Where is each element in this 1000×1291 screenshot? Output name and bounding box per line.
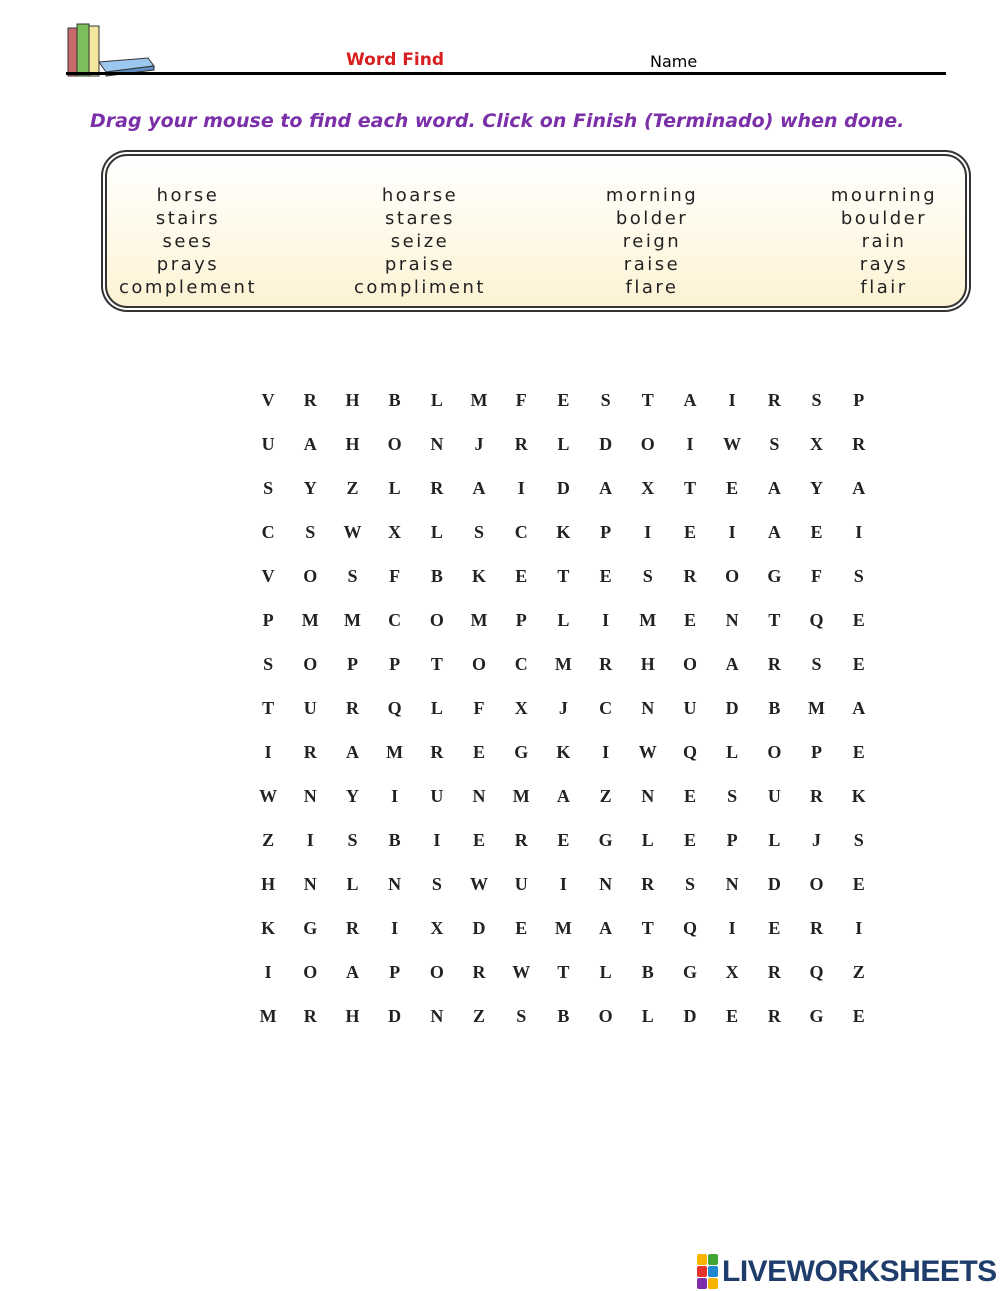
grid-cell[interactable]: A [345, 961, 359, 982]
grid-cell[interactable]: A [725, 653, 739, 674]
grid-cell[interactable]: T [430, 653, 443, 674]
grid-cell[interactable]: I [391, 785, 399, 806]
grid-cell[interactable]: S [600, 389, 611, 410]
grid-cell[interactable]: O [303, 565, 318, 586]
grid-cell[interactable]: M [554, 917, 572, 938]
grid-cell[interactable]: I [602, 741, 610, 762]
grid-cell[interactable]: E [810, 521, 823, 542]
grid-cell[interactable]: Q [809, 961, 824, 982]
grid-cell[interactable]: H [345, 433, 360, 454]
grid-cell[interactable]: A [767, 521, 781, 542]
grid-cell[interactable]: M [301, 609, 319, 630]
grid-row [247, 466, 887, 510]
grid-cell[interactable]: P [726, 829, 738, 850]
grid-cell[interactable]: I [728, 521, 736, 542]
grid-cell[interactable]: R [852, 433, 866, 454]
grid-cell[interactable]: F [389, 565, 401, 586]
grid-cell[interactable]: E [852, 1005, 865, 1026]
grid-cell[interactable]: E [557, 389, 570, 410]
grid-row [247, 378, 887, 422]
grid-cell[interactable]: E [683, 829, 696, 850]
grid-cell[interactable]: M [808, 697, 826, 718]
grid-cell[interactable]: D [556, 477, 570, 498]
grid-cell[interactable]: Q [682, 917, 697, 938]
grid-cell[interactable]: I [517, 477, 525, 498]
grid-cell[interactable]: U [261, 433, 275, 454]
grid-cell[interactable]: L [726, 741, 739, 762]
grid-cell[interactable]: S [853, 565, 864, 586]
grid-cell[interactable]: N [430, 1005, 444, 1026]
grid-cell[interactable]: I [264, 961, 272, 982]
grid-cell[interactable]: Q [387, 697, 402, 718]
grid-cell[interactable]: K [261, 917, 276, 938]
grid-cell[interactable]: K [851, 785, 866, 806]
grid-cell[interactable]: E [726, 477, 739, 498]
grid-cell[interactable]: E [683, 521, 696, 542]
grid-cell[interactable]: M [554, 653, 572, 674]
word-list-item: rain [861, 231, 907, 252]
grid-cell[interactable]: P [346, 653, 358, 674]
grid-cell[interactable]: C [599, 697, 613, 718]
grid-cell[interactable]: R [599, 653, 613, 674]
grid-cell[interactable]: Y [810, 477, 824, 498]
grid-cell[interactable]: O [767, 741, 782, 762]
grid-cell[interactable]: G [598, 829, 613, 850]
logo-square [708, 1278, 718, 1289]
grid-cell[interactable]: S [474, 521, 485, 542]
grid-cell[interactable]: L [388, 477, 401, 498]
grid-cell[interactable]: S [305, 521, 316, 542]
grid-cell[interactable]: Z [473, 1005, 486, 1026]
logo-square [697, 1278, 707, 1289]
grid-cell[interactable]: W [259, 785, 278, 806]
grid-cell[interactable]: R [767, 1005, 781, 1026]
word-list-item: mourning [830, 185, 938, 206]
grid-cell[interactable]: P [600, 521, 612, 542]
grid-cell[interactable]: D [725, 697, 739, 718]
grid-cell[interactable]: S [263, 653, 274, 674]
grid-cell[interactable]: A [556, 785, 570, 806]
grid-cell[interactable]: R [641, 873, 655, 894]
grid-cell[interactable]: E [852, 609, 865, 630]
grid-cell[interactable]: S [769, 433, 780, 454]
grid-cell[interactable]: O [640, 433, 655, 454]
word-list-item: seize [390, 231, 450, 252]
liveworksheets-logo [697, 1254, 997, 1289]
grid-cell[interactable]: B [768, 697, 781, 718]
grid-cell[interactable]: R [345, 917, 359, 938]
grid-cell[interactable]: C [514, 653, 528, 674]
grid-cell[interactable]: T [557, 961, 570, 982]
grid-cell[interactable]: D [767, 873, 781, 894]
grid-cell[interactable]: R [810, 917, 824, 938]
grid-cell[interactable]: Z [262, 829, 275, 850]
grid-cell[interactable]: W [638, 741, 657, 762]
grid-cell[interactable]: I [728, 917, 736, 938]
grid-row [247, 774, 887, 818]
grid-cell[interactable]: H [261, 873, 276, 894]
grid-row [247, 818, 887, 862]
grid-cell[interactable]: R [767, 961, 781, 982]
grid-cell[interactable]: U [514, 873, 528, 894]
grid-cell[interactable]: N [725, 609, 739, 630]
grid-cell[interactable]: S [642, 565, 653, 586]
grid-cell[interactable]: E [473, 829, 486, 850]
grid-cell[interactable]: O [303, 653, 318, 674]
header-divider [66, 72, 946, 75]
grid-cell[interactable]: N [303, 785, 317, 806]
grid-row [247, 862, 887, 906]
grid-cell[interactable]: A [767, 477, 781, 498]
grid-cell[interactable]: D [388, 1005, 402, 1026]
grid-cell[interactable]: O [725, 565, 740, 586]
grid-cell[interactable]: M [470, 389, 488, 410]
grid-cell[interactable]: A [345, 741, 359, 762]
word-list-item: stares [385, 208, 455, 229]
grid-cell[interactable]: J [474, 433, 484, 454]
grid-cell[interactable]: I [602, 609, 610, 630]
word-list-item: hoarse [381, 185, 459, 206]
grid-cell[interactable]: N [388, 873, 402, 894]
grid-cell[interactable]: R [303, 741, 317, 762]
grid-cell[interactable]: O [387, 433, 402, 454]
grid-cell[interactable]: R [345, 697, 359, 718]
word-list-item: bolder [615, 208, 689, 229]
grid-cell[interactable]: X [388, 521, 402, 542]
grid-cell[interactable]: Z [346, 477, 359, 498]
grid-cell[interactable]: G [303, 917, 318, 938]
grid-row [247, 730, 887, 774]
grid-cell[interactable]: A [852, 697, 866, 718]
logo-square [697, 1266, 707, 1277]
grid-row [247, 510, 887, 554]
grid-cell[interactable]: O [429, 961, 444, 982]
grid-cell[interactable]: A [683, 389, 697, 410]
grid-cell[interactable]: I [391, 917, 399, 938]
grid-cell[interactable]: L [641, 829, 654, 850]
grid-cell[interactable]: M [512, 785, 530, 806]
logo-square [708, 1254, 718, 1265]
grid-cell[interactable]: L [768, 829, 781, 850]
grid-cell[interactable]: G [809, 1005, 824, 1026]
grid-cell[interactable]: P [262, 609, 274, 630]
grid-cell[interactable]: N [599, 873, 613, 894]
word-list-item: flare [625, 277, 679, 298]
grid-cell[interactable]: I [644, 521, 652, 542]
grid-cell[interactable]: I [855, 917, 863, 938]
grid-cell[interactable]: T [768, 609, 781, 630]
word-list-item: compliment [354, 277, 486, 298]
grid-cell[interactable]: S [811, 389, 822, 410]
grid-cell[interactable]: K [556, 521, 571, 542]
grid-cell[interactable]: M [639, 609, 657, 630]
grid-cell[interactable]: O [598, 1005, 613, 1026]
grid-cell[interactable]: M [259, 1005, 277, 1026]
grid-cell[interactable]: K [556, 741, 571, 762]
word-list-box [105, 154, 967, 308]
grid-cell[interactable]: S [263, 477, 274, 498]
grid-cell[interactable]: R [767, 389, 781, 410]
grid-cell[interactable]: A [472, 477, 486, 498]
grid-cell[interactable]: T [262, 697, 275, 718]
grid-cell[interactable]: I [433, 829, 441, 850]
name-label: Name [650, 52, 698, 71]
grid-cell[interactable]: A [599, 917, 613, 938]
grid-cell[interactable]: R [472, 961, 486, 982]
grid-cell[interactable]: H [345, 1005, 360, 1026]
grid-cell[interactable]: B [430, 565, 443, 586]
grid-cell[interactable]: R [430, 477, 444, 498]
grid-cell[interactable]: Q [809, 609, 824, 630]
grid-cell[interactable]: M [386, 741, 404, 762]
grid-cell[interactable]: S [684, 873, 695, 894]
grid-cell[interactable]: E [515, 917, 528, 938]
grid-row [247, 422, 887, 466]
grid-cell[interactable]: E [852, 873, 865, 894]
logo-square [697, 1254, 707, 1265]
grid-cell[interactable]: N [641, 697, 655, 718]
grid-cell[interactable]: L [641, 1005, 654, 1026]
grid-cell[interactable]: N [641, 785, 655, 806]
word-list-item: stairs [155, 208, 221, 229]
grid-cell[interactable]: A [852, 477, 866, 498]
grid-cell[interactable]: Z [599, 785, 612, 806]
grid-cell[interactable]: P [389, 653, 401, 674]
grid-cell[interactable]: S [811, 653, 822, 674]
grid-cell[interactable]: Y [345, 785, 359, 806]
word-list-item: prays [156, 254, 220, 275]
grid-cell[interactable]: P [515, 609, 527, 630]
grid-cell[interactable]: E [557, 829, 570, 850]
grid-cell[interactable]: A [303, 433, 317, 454]
grid-cell[interactable]: L [557, 609, 570, 630]
grid-cell[interactable]: M [343, 609, 361, 630]
grid-cell[interactable]: W [470, 873, 489, 894]
grid-cell[interactable]: E [683, 609, 696, 630]
logo-square [708, 1266, 718, 1277]
grid-cell[interactable]: E [852, 741, 865, 762]
grid-cell[interactable]: J [558, 697, 568, 718]
logo-text: LIVEWORKSHEETS [722, 1254, 997, 1288]
grid-cell[interactable]: J [812, 829, 822, 850]
grid-cell[interactable]: L [346, 873, 359, 894]
grid-cell[interactable]: B [557, 1005, 570, 1026]
grid-cell[interactable]: F [473, 697, 485, 718]
grid-cell[interactable]: E [599, 565, 612, 586]
books-icon [66, 22, 158, 78]
word-list-item: reign [622, 231, 682, 252]
grid-cell[interactable]: N [725, 873, 739, 894]
grid-cell[interactable]: G [682, 961, 697, 982]
grid-cell[interactable]: I [686, 433, 694, 454]
grid-cell[interactable]: U [767, 785, 781, 806]
grid-cell[interactable]: P [853, 389, 865, 410]
grid-cell[interactable]: I [264, 741, 272, 762]
grid-cell[interactable]: P [811, 741, 823, 762]
word-list-item: complement [118, 277, 258, 298]
grid-cell[interactable]: U [303, 697, 317, 718]
grid-cell[interactable]: E [515, 565, 528, 586]
grid-cell[interactable]: O [303, 961, 318, 982]
word-list-item: rays [859, 254, 909, 275]
grid-cell[interactable]: Q [682, 741, 697, 762]
grid-cell[interactable]: T [557, 565, 570, 586]
grid-cell[interactable]: N [430, 433, 444, 454]
grid-cell[interactable]: F [515, 389, 527, 410]
grid-cell[interactable]: Y [303, 477, 317, 498]
word-list-item: boulder [840, 208, 928, 229]
grid-cell[interactable]: C [261, 521, 275, 542]
grid-cell[interactable]: U [683, 697, 697, 718]
grid-cell[interactable]: O [429, 609, 444, 630]
grid-cell[interactable]: B [388, 389, 401, 410]
grid-row [247, 906, 887, 950]
grid-cell[interactable]: X [514, 697, 528, 718]
grid-cell[interactable]: O [809, 873, 824, 894]
grid-cell[interactable]: B [388, 829, 401, 850]
grid-cell[interactable]: C [388, 609, 402, 630]
grid-cell[interactable]: X [810, 433, 824, 454]
grid-cell[interactable]: I [728, 389, 736, 410]
grid-cell[interactable]: I [855, 521, 863, 542]
grid-cell[interactable]: R [514, 433, 528, 454]
grid-cell[interactable]: S [516, 1005, 527, 1026]
grid-row [247, 642, 887, 686]
page-title: Word Find [346, 50, 445, 70]
word-list-item: sees [162, 231, 214, 252]
word-list-item: flair [860, 277, 908, 298]
grid-cell[interactable]: E [683, 785, 696, 806]
instructions: Drag your mouse to find each word. Click on Finish (Terminado) when done. [90, 110, 905, 132]
grid-cell[interactable]: W [512, 961, 531, 982]
grid-cell[interactable]: L [557, 433, 570, 454]
grid-cell[interactable]: N [472, 785, 486, 806]
grid-cell[interactable]: M [470, 609, 488, 630]
grid-cell[interactable]: D [472, 917, 486, 938]
word-list-item: raise [623, 254, 681, 275]
grid-cell[interactable]: U [430, 785, 444, 806]
grid-cell[interactable]: W [723, 433, 742, 454]
grid-cell[interactable]: R [303, 389, 317, 410]
grid-cell[interactable]: X [430, 917, 444, 938]
grid-cell[interactable]: L [430, 389, 443, 410]
grid-cell[interactable]: D [683, 1005, 697, 1026]
grid-row [247, 554, 887, 598]
grid-cell[interactable]: T [683, 477, 696, 498]
grid-cell[interactable]: O [472, 653, 487, 674]
grid-cell[interactable]: D [599, 433, 613, 454]
grid-cell[interactable]: T [641, 389, 654, 410]
grid-cell[interactable]: I [559, 873, 567, 894]
grid-cell[interactable]: E [852, 653, 865, 674]
grid-row [247, 994, 887, 1038]
word-list [72, 184, 938, 299]
grid-cell[interactable]: X [725, 961, 739, 982]
word-list-item: horse [156, 185, 220, 206]
grid-row [247, 950, 887, 994]
grid-cell[interactable]: C [514, 521, 528, 542]
word-list-item: morning [605, 185, 699, 206]
grid-cell[interactable]: F [811, 565, 823, 586]
grid-cell[interactable]: H [640, 653, 655, 674]
grid-cell[interactable]: E [768, 917, 781, 938]
grid-cell[interactable]: E [726, 1005, 739, 1026]
grid-cell[interactable]: K [472, 565, 487, 586]
word-search-grid[interactable] [247, 378, 887, 1038]
grid-cell[interactable]: R [514, 829, 528, 850]
word-list-item: praise [384, 254, 456, 275]
grid-cell[interactable]: P [389, 961, 401, 982]
grid-cell[interactable]: B [641, 961, 654, 982]
grid-cell[interactable]: Z [852, 961, 865, 982]
grid-cell[interactable]: G [767, 565, 782, 586]
grid-cell[interactable]: G [514, 741, 529, 762]
grid-cell[interactable]: H [345, 389, 360, 410]
grid-cell[interactable]: S [347, 829, 358, 850]
grid-cell[interactable]: R [303, 1005, 317, 1026]
logo-mark-icon [697, 1254, 718, 1289]
grid-row [247, 598, 887, 642]
grid-cell[interactable]: S [431, 873, 442, 894]
grid-cell[interactable]: S [727, 785, 738, 806]
grid-cell[interactable]: N [303, 873, 317, 894]
grid-cell[interactable]: I [306, 829, 314, 850]
grid-cell[interactable]: L [430, 697, 443, 718]
grid-cell[interactable]: V [261, 565, 275, 586]
grid-cell[interactable]: S [347, 565, 358, 586]
grid-cell[interactable]: A [599, 477, 613, 498]
grid-cell[interactable]: L [599, 961, 612, 982]
grid-cell[interactable]: R [810, 785, 824, 806]
grid-cell[interactable]: E [473, 741, 486, 762]
grid-cell[interactable]: V [261, 389, 275, 410]
grid-cell[interactable]: L [430, 521, 443, 542]
grid-cell[interactable]: R [683, 565, 697, 586]
grid-cell[interactable]: W [343, 521, 362, 542]
grid-cell[interactable]: T [641, 917, 654, 938]
grid-cell[interactable]: O [682, 653, 697, 674]
grid-cell[interactable]: R [767, 653, 781, 674]
grid-row [247, 686, 887, 730]
grid-cell[interactable]: X [641, 477, 655, 498]
grid-cell[interactable]: R [430, 741, 444, 762]
grid-cell[interactable]: S [853, 829, 864, 850]
